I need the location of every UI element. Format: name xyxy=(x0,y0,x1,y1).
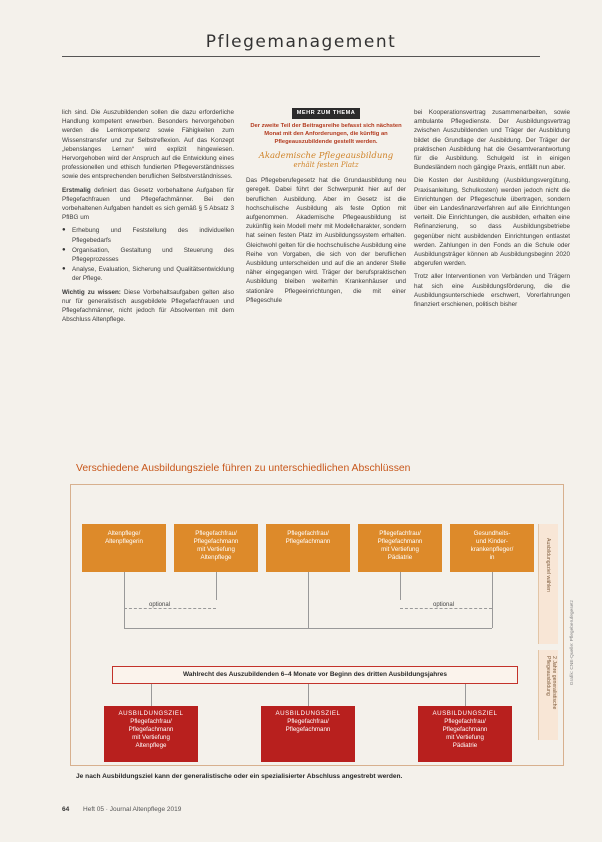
col1-intro: lich sind. Die Auszubildenden sollen die dazu erforderliche Handlung kompetent erwerben. Besonders hervorgehoben werden die Lernkompetenz sowie Fähigkeiten zum Wissenstransfer und zur Selbstreflexion. Auf das Konzept „lebenslanges Lernen“ wird explizit hingewiesen. Hervorgehoben wird der Anspruch auf die Entwicklung eines professionellen und ethisch fundierten Pflegeverständnisses sowie des entsprechenden beruflichen Selbstverständnisses. xyxy=(62,109,234,181)
goal-text: Pflegefachfrau/ Pflegefachmann mit Vertiefung Altenpflege xyxy=(128,718,174,749)
col1-para3-text: Diese Vorbehaltsaufgaben gelten also nur für generalistisch ausgebildete Pflegefachfrauen und Pflegefachmänner, nicht jedoch für Absolventen mit dem Abschluss Altenpflege. xyxy=(62,288,234,324)
header-divider xyxy=(62,56,540,57)
info-box xyxy=(246,108,406,146)
side-label-top: Ausbildungsziel wählen xyxy=(545,538,551,592)
list-item: ● Analyse, Evaluation, Sicherung und Qualitätsentwicklung der Pflege. xyxy=(62,265,234,283)
connector xyxy=(216,572,217,600)
col1-para3-lead: Wichtig zu wissen: xyxy=(62,288,121,296)
goal-head: AUSBILDUNGSZIEL xyxy=(118,710,184,717)
col2-body: Das Pflegeberufegesetz hat die Grundausbildung neu geregelt. Dabei führt der Schwerpunkt hier auf der beruflichen Ausbildung. Aber im Gesetz ist die hochschulische Ausbildung als feste Option mit aufgenommen. Akademische Pflegeausbildung ist zukünftig kein Modell mehr mit Modellcharakter, sondern hat seinen festen Platz im Ausbildungssystem erhalten. Gleichwohl gelten für die hochschulische Ausbildung eine Reihe von Vorgaben, die sich von der beruflichen Ausbildung unterscheiden und auf die an anderer Stelle näher eingegangen wird. Träger der berufspraktischen Ausbildung bleiben weiterhin Krankenhäuser und stationäre Pflegeeinrichtungen, die mit einer Pflegeschule xyxy=(246,177,406,304)
connector xyxy=(124,600,125,628)
col1-para3 xyxy=(62,288,234,325)
goal-head: AUSBILDUNGSZIEL xyxy=(275,710,341,717)
optional-dashed-line xyxy=(400,608,492,609)
connector xyxy=(400,572,401,600)
connector xyxy=(492,572,493,600)
col3-body-1: bei Kooperationsvertrag zusammenarbeiten, sowie ambulante Pflegedienste. Der Ausbildungsvertrag zwischen Auszubildenden und Träger der Ausbildung bildet die Grundlage der Ausbildung. Der Träger der praktischen Ausbildung hat die Gesamtverantwortung für die Ausbildung. Schulgeld ist in einigen Bundesländern noch gängige Praxis, entfällt nun aber. xyxy=(414,109,570,172)
col1-para2 xyxy=(62,186,234,223)
bottom-goal-box xyxy=(418,706,512,762)
col1-para2-lead: Erstmalig xyxy=(62,186,91,194)
goal-text: Pflegefachfrau/ Pflegefachmann mit Vertiefung Pädiatrie xyxy=(442,718,488,749)
choice-bar: Wahlrecht des Auszubildenden 6–4 Monate vor Beginn des dritten Ausbildungsjahres xyxy=(112,666,518,684)
subhead-main: Akademische Pflegeausbildung xyxy=(258,151,394,162)
connector-horizontal xyxy=(124,628,492,629)
list-item: ● Organisation, Gestaltung und Steuerung des Pflegeprozesses xyxy=(62,246,234,264)
column-2 xyxy=(246,108,406,309)
col3-body-3: Trotz aller Interventionen von Verbänden und Trägern hat sich eine Ausbildungsförderung, die die Ausbildungsunterschiede erschwert, Vorerfahrungen finanziert erschienen, politisch bisher xyxy=(414,273,570,309)
connector xyxy=(124,572,125,600)
source-note: Grafik: CNE-Quelle: Pflegeberufegesetz xyxy=(570,600,575,686)
optional-dashed-line xyxy=(124,608,216,609)
subhead-sub: erhält festen Platz xyxy=(293,161,359,170)
optional-label-right: optional xyxy=(430,602,457,608)
col3-body-2: Die Kosten der Ausbildung (Ausbildungsvergütung, Praxisanleitung, Schulkosten) werden jedoch nicht die Einrichtungen der Pflegeschule übertragen, sondern über ein Landesfinanzverfahren auf alle Einrichtungen verteilt. Die Einrichtungen, die ausbilden, erhalten eine Refinanzierung, so dass Ausbildungsbetriebe gegenüber nicht ausbildenden Einrichtungen entlastet werden. Zahlungen in den Fonds an die Schule oder Ausbildungsträger können ab Ausbildungsbeginn 2020 abgerufen werden. xyxy=(414,177,570,268)
bottom-goal-box xyxy=(104,706,198,762)
info-text: Der zweite Teil der Beitragsreihe befasst sich nächsten Monat mit den Anforderungen, die künftig an Pflegeauszubildende gestellt werden. xyxy=(250,123,402,146)
top-goal-box: Pflegefachfrau/ Pflegefachmann mit Vertiefung Altenpflege xyxy=(174,524,258,572)
col1-para2-text: definiert das Gesetz vorbehaltene Aufgaben für Pflegefachfrauen und Pflegefachmänner. Bei den vorbehaltenen Aufgaben handelt es sich gemäß § 5 Absatz 3 PflBG um xyxy=(62,186,234,222)
connector xyxy=(492,600,493,628)
page-number: 64 xyxy=(62,806,70,813)
connector xyxy=(308,684,309,706)
info-tag: MEHR ZUM THEMA xyxy=(292,108,361,119)
col1-list xyxy=(62,226,234,283)
side-band-top xyxy=(538,524,558,644)
diagram-title: Verschiedene Ausbildungsziele führen zu unterschiedlichen Abschlüssen xyxy=(76,463,411,474)
top-goal-box: Gesundheits- und Kinder- krankenpfleger/ in xyxy=(450,524,534,572)
connector xyxy=(308,572,309,628)
connector xyxy=(151,684,152,706)
top-goal-box: Pflegefachfrau/ Pflegefachmann mit Vertiefung Pädiatrie xyxy=(358,524,442,572)
side-label-bottom: 2 Jahre generalistische Pflegeausbildung xyxy=(545,656,557,710)
top-goal-box: Pflegefachfrau/ Pflegefachmann xyxy=(266,524,350,572)
page-title: Pflegemanagement xyxy=(205,32,397,52)
optional-label-left: optional xyxy=(146,602,173,608)
footer-text: Heft 05 · Journal Altenpflege 2019 xyxy=(83,806,182,813)
diagram-caption: Je nach Ausbildungsziel kann der generalistische oder ein spezialisierter Abschluss angestrebt werden. xyxy=(76,773,403,780)
side-band-bottom xyxy=(538,650,558,740)
section-subhead xyxy=(246,152,406,170)
bottom-goal-box xyxy=(261,706,355,762)
goal-text: Pflegefachfrau/ Pflegefachmann xyxy=(285,718,331,733)
connector xyxy=(465,684,466,706)
footer xyxy=(62,806,181,813)
top-goal-box: Altenpflege/ Altenpflegerin xyxy=(82,524,166,572)
goal-head: AUSBILDUNGSZIEL xyxy=(432,710,498,717)
column-3 xyxy=(414,108,570,313)
column-1 xyxy=(62,108,234,328)
list-item: ● Erhebung und Feststellung des individuellen Pflegebedarfs xyxy=(62,226,234,244)
